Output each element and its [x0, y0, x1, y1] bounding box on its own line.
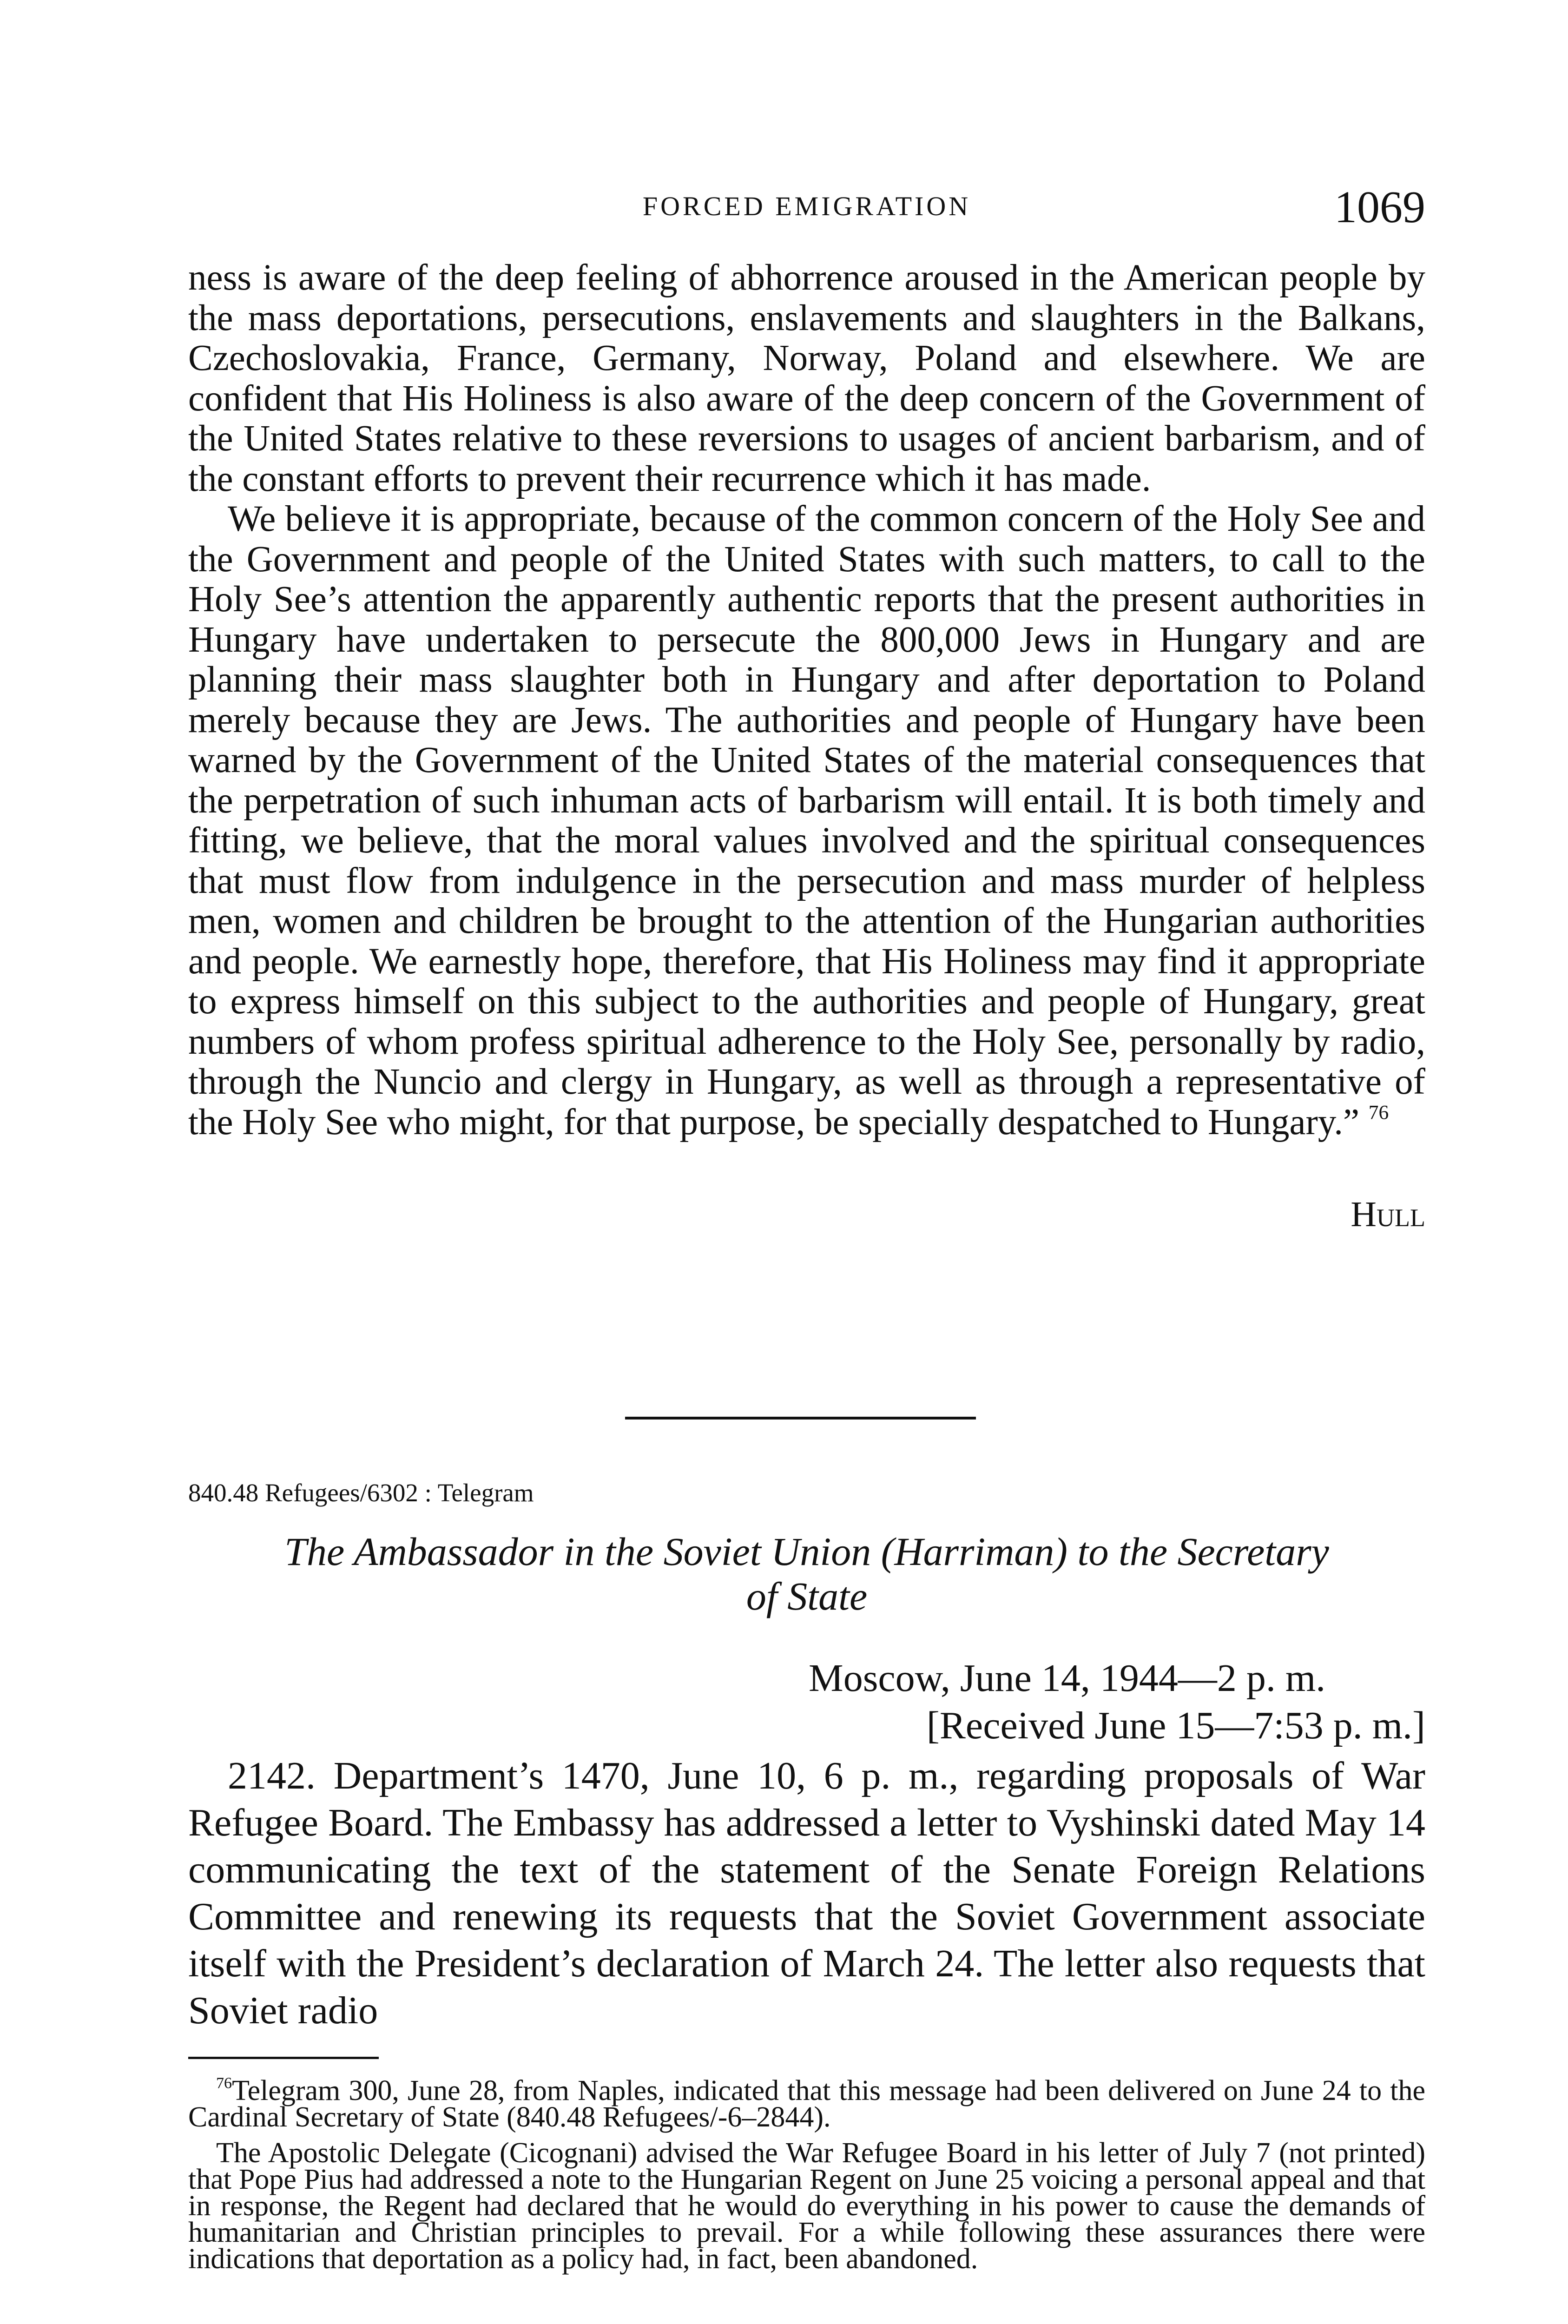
received-line: [Received June 15—7:53 p. m.]	[926, 1704, 1425, 1747]
dateline: Moscow, June 14, 1944—2 p. m.	[809, 1657, 1326, 1700]
footnote-ref: 76	[1368, 1101, 1389, 1123]
running-head: FORCED EMIGRATION	[642, 191, 971, 221]
document-title-line-1: The Ambassador in the Soviet Union (Harriman) to the Secretary	[284, 1529, 1329, 1574]
footnotes	[188, 2074, 1425, 2275]
footnote-76-continued: The Apostolic Delegate (Cicognani) advised the War Refugee Board in his letter of July 7 (not printed) that Pope Pius had addressed a note to the Hungarian Regent on June 25 voicing a personal appeal and that in response, the Regent had declared that he would do everything in his power to cause the demands of humanitarian and Christian principles to prevail. For a while following these assurances there were indications that deportation as a policy had, in fact, been abandoned.	[188, 2137, 1425, 2275]
footnote-76-text: Telegram 300, June 28, from Naples, indicated that this message had been delivered on June 24 to the Cardinal Secretary of State (840.48 Refugees/-6–2844).	[188, 2075, 1425, 2133]
document-title-line-2: of State	[746, 1574, 868, 1618]
section-divider	[625, 1417, 976, 1419]
dateline-block	[809, 1655, 1425, 1750]
letter-paragraph-2	[188, 499, 1425, 1142]
document-title	[188, 1529, 1425, 1618]
signature: Hull	[1351, 1194, 1425, 1234]
telegram-body	[188, 1752, 1425, 2034]
file-reference: 840.48 Refugees/6302 : Telegram	[188, 1479, 534, 1507]
footnote-rule	[188, 2057, 379, 2059]
letter-paragraph-1: ness is aware of the deep feeling of abhorrence aroused in the American people by the mass deportations, persecutions, enslavements and slaughters in the Balkans, Czechoslovakia, France, Germany, Norway, Poland and elsewhere. We are confident that His Holiness is also aware of the deep concern of the Government of the United States relative to these reversions to usages of ancient barbarism, and of the constant efforts to prevent their recurrence which it has made.	[188, 257, 1425, 499]
page-header	[188, 181, 1425, 237]
page-number: 1069	[1334, 182, 1425, 232]
footnote-76	[188, 2074, 1425, 2133]
telegram-paragraph: 2142. Department’s 1470, June 10, 6 p. m., regarding proposals of War Refugee Board. The Embassy has addressed a letter to Vyshinski dated May 14 communicating the text of the statement of the Senate Foreign Relations Committee and renewing its requests that the Soviet Government associate itself with the President’s declaration of March 24. The letter also requests that Soviet radio	[188, 1754, 1425, 2032]
letter-paragraph-2-text: We believe it is appropriate, because of the common concern of the Holy See and the Government and people of the United States with such matters, to call to the Holy See’s attention the apparently authentic reports that the present authorities in Hungary have undertaken to persecute the 800,000 Jews in Hungary and are planning their mass slaughter both in Hungary and after deportation to Poland merely because they are Jews. The authorities and people of Hungary have been warned by the Government of the United States of the material consequences that the perpetration of such inhuman acts of barbarism will entail. It is both timely and fitting, we believe, that the moral values involved and the spiritual consequences that must flow from indulgence in the persecution and mass murder of helpless men, women and children be brought to the attention of the Hungarian authorities and people. We earnestly hope, therefore, that His Holiness may find it appropriate to express himself on this subject to the authorities and people of Hungary, great numbers of whom profess spiritual adherence to the Holy See, personally by radio, through the Nuncio and clergy in Hungary, as well as through a representative of the Holy See who might, for that purpose, be specially despatched to Hungary.”	[188, 499, 1425, 1142]
footnote-number: 76	[216, 2074, 232, 2092]
letter-body	[188, 258, 1425, 1235]
